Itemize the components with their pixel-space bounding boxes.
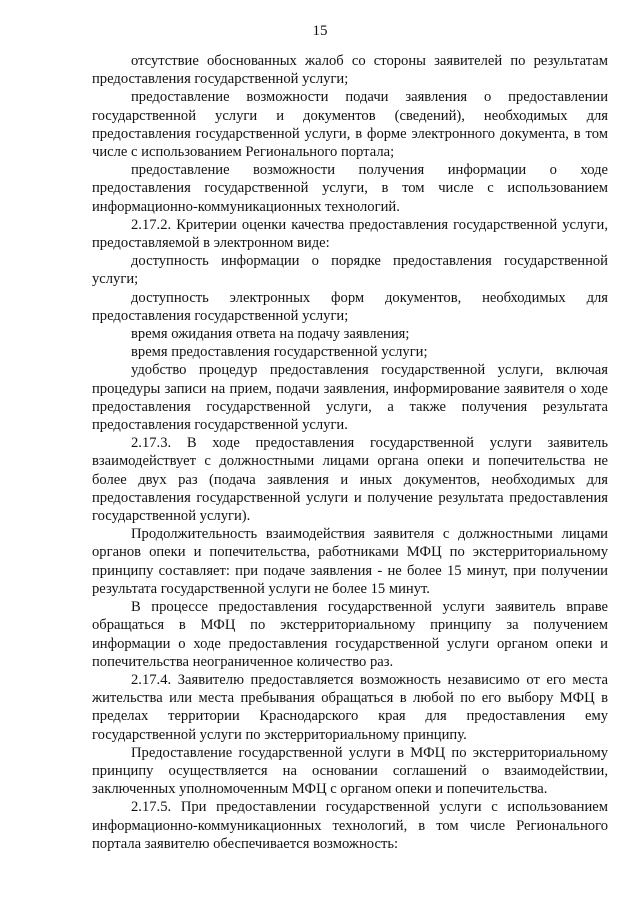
paragraph: 2.17.3. В ходе предоставления государственной услуги заявитель взаимодействует с должностными лицами органа опеки и попечительства не более двух раз (подача заявления и иных документов, необходимых для предоставления государственной услуги и получение результата предоставления государственной услуги). xyxy=(92,435,608,525)
paragraph: В процессе предоставления государственной услуги заявитель вправе обращаться в МФЦ по экстерриториальному принципу за получением информации о ходе предоставления государственной услуги органом опеки и попечительства неограниченное количество раз. xyxy=(92,599,608,670)
paragraph: Продолжительность взаимодействия заявителя с должностными лицами органов опеки и попечительства, работниками МФЦ по экстерриториальному принципу составляет: при подаче заявления - не более 15 минут, при получении результата государственной услуги не более 15 минут. xyxy=(92,526,608,597)
paragraph: 2.17.4. Заявителю предоставляется возможность независимо от его места жительства или места пребывания обращаться в любой по его выбору МФЦ в пределах территории Краснодарского края для предоставления ему государственной услуги по экстерриториальному принципу. xyxy=(92,671,608,743)
paragraph: удобство процедур предоставления государственной услуги, включая процедуры записи на прием, подачи заявления, информирование заявителя о ходе предоставления государственной услуги, а также получения результата предоставления государственной услуги. xyxy=(92,362,608,434)
paragraph: предоставление возможности получения информации о ходе предоставления государственной услуги, в том числе с использованием информационно-коммуникационных технологий. xyxy=(92,162,608,215)
document-body xyxy=(92,52,608,853)
page-number: 15 xyxy=(312,23,328,39)
paragraph: отсутствие обоснованных жалоб со стороны заявителей по результатам предоставления государственной услуги; xyxy=(92,53,608,88)
paragraph: 2.17.5. При предоставлении государственной услуги с использованием информационно-коммуникационных технологий, в том числе Регионального портала заявителю обеспечивается возможность: xyxy=(92,799,608,852)
paragraph: предоставление возможности подачи заявления о предоставлении государственной услуги и документов (сведений), необходимых для предоставления государственной услуги, в форме электронного документа, в том числе с использованием Регионального портала; xyxy=(92,89,608,161)
paragraph: время ожидания ответа на подачу заявления; xyxy=(131,326,410,343)
paragraph: доступность информации о порядке предоставления государственной услуги; xyxy=(92,253,608,288)
paragraph: 2.17.2. Критерии оценки качества предоставления государственной услуги, предоставляемой в электронном виде: xyxy=(92,216,608,252)
paragraph: Предоставление государственной услуги в МФЦ по экстерриториальному принципу осуществляется на основании соглашений о взаимодействии, заключенных уполномоченным МФЦ с органом опеки и попечительства. xyxy=(92,744,608,798)
paragraph: доступность электронных форм документов, необходимых для предоставления государственной услуги; xyxy=(92,289,608,324)
paragraph: время предоставления государственной услуги; xyxy=(131,344,428,361)
